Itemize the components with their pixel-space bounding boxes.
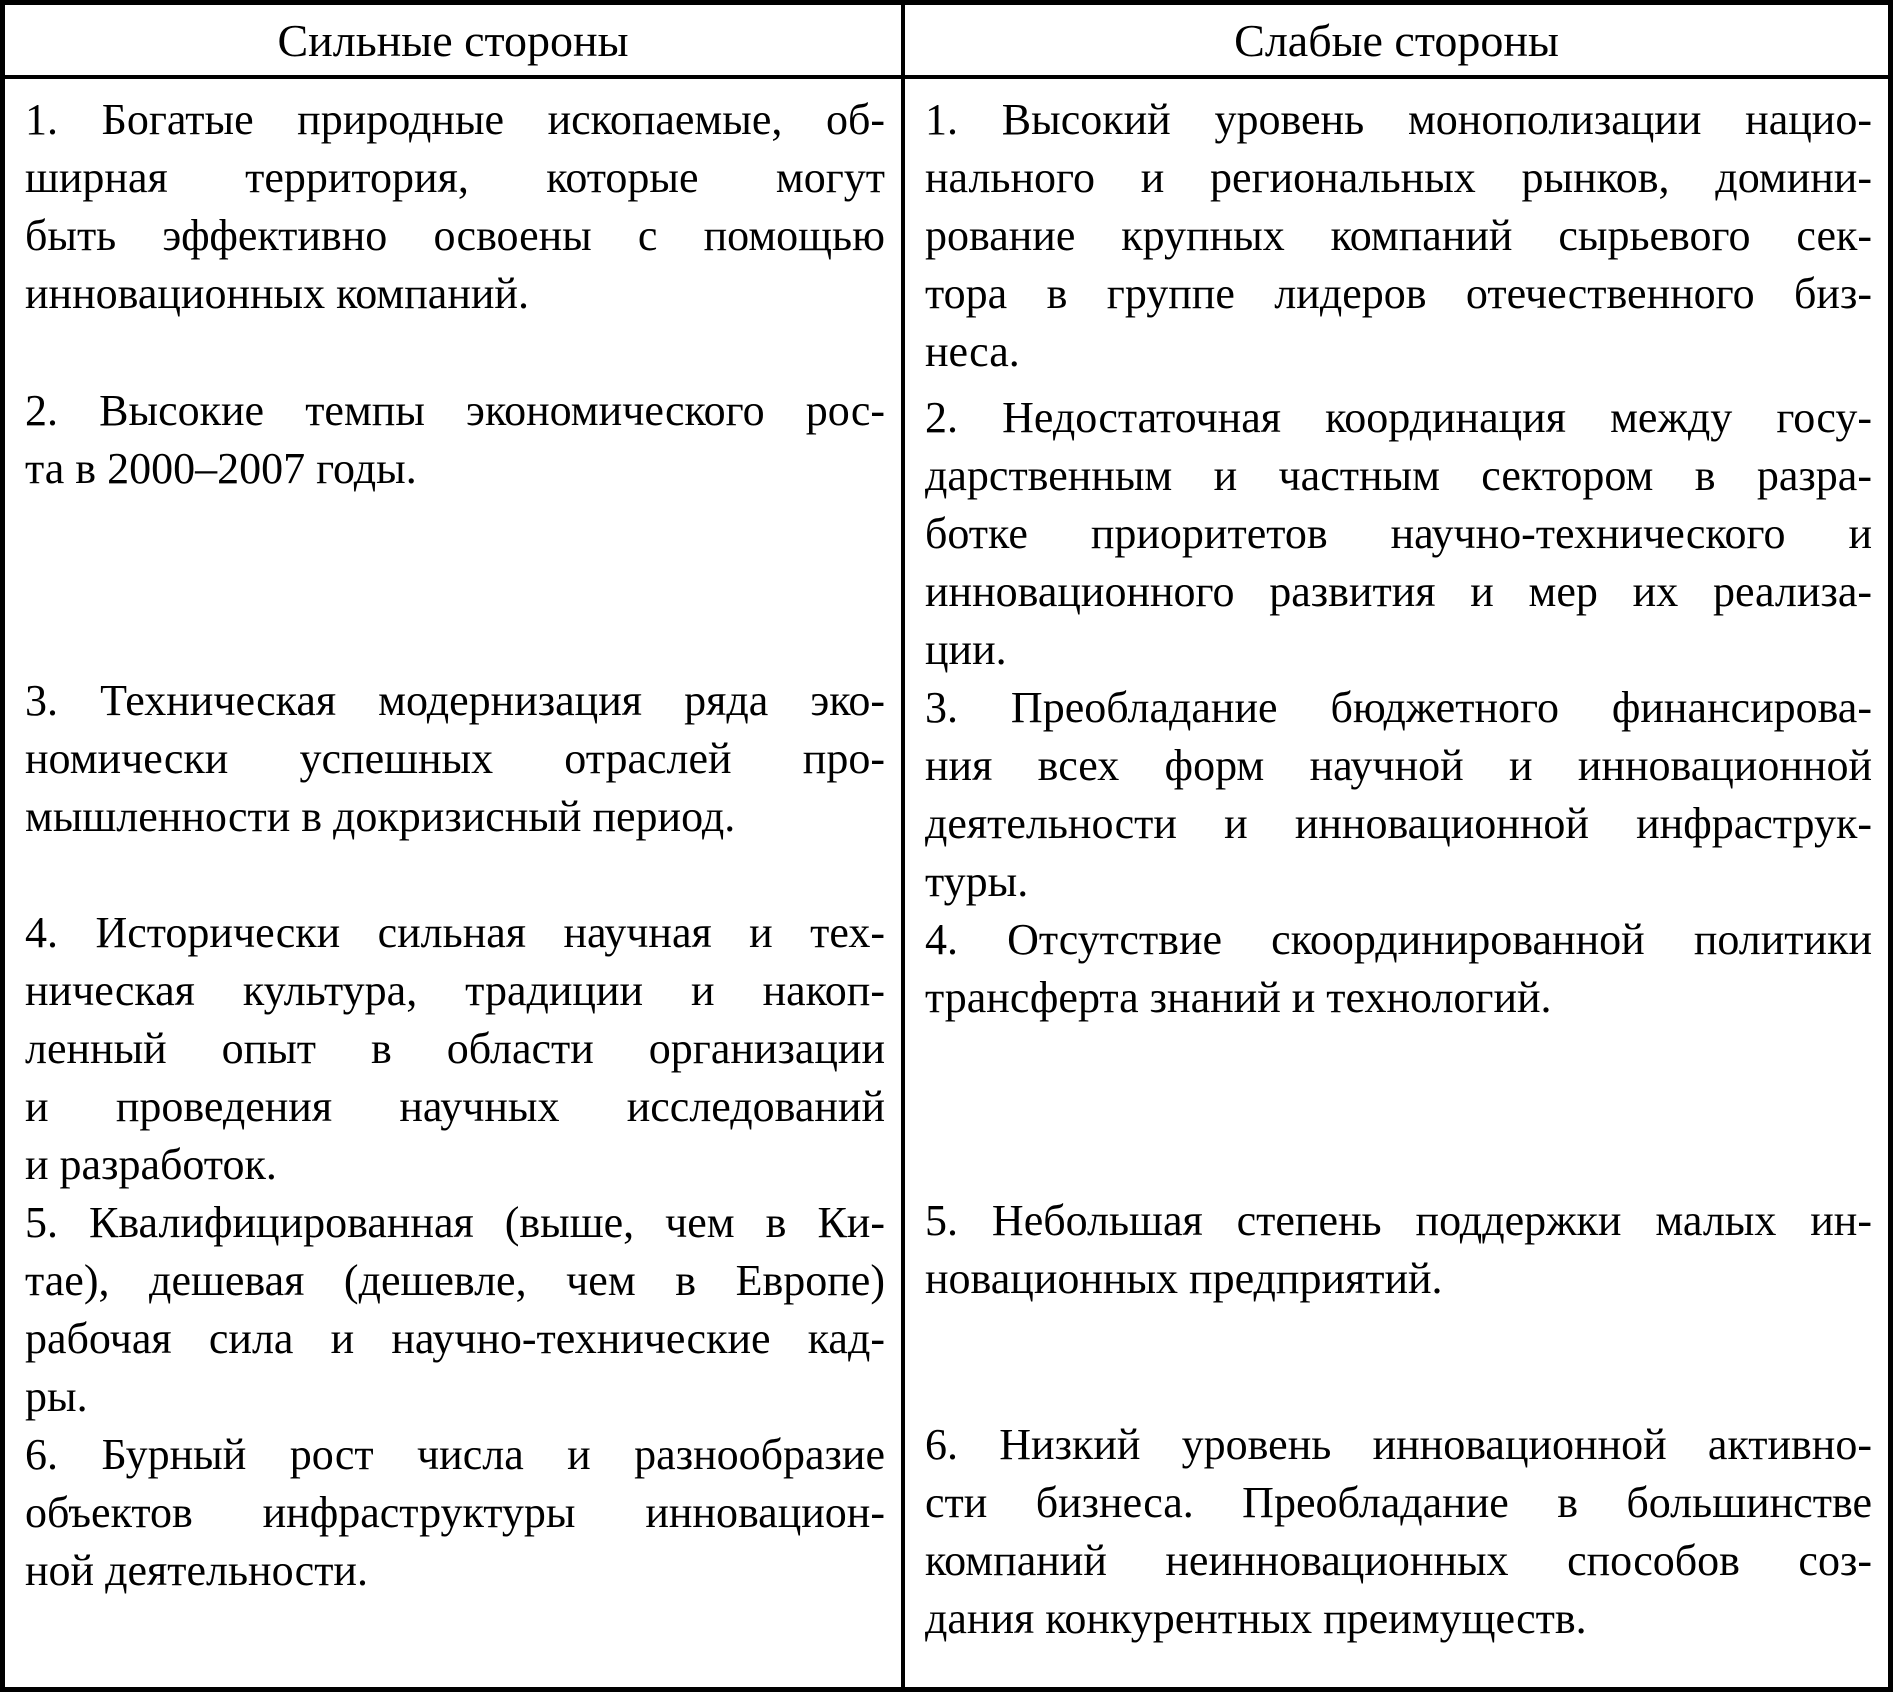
text-line: дарственным и частным сектором в разра- xyxy=(925,451,1872,500)
text-line: компаний неинновационных способов соз- xyxy=(925,1536,1872,1585)
text-line: рабочая сила и научно-технические кад- xyxy=(25,1314,885,1363)
text-line: и разработок. xyxy=(25,1140,277,1189)
strength-item-2 xyxy=(25,382,885,498)
strength-item-4 xyxy=(25,904,885,1194)
strength-item-6 xyxy=(25,1426,885,1600)
text-line: нального и региональных рынков, домини- xyxy=(925,153,1872,202)
strength-item-5 xyxy=(25,1194,885,1426)
table-body-row xyxy=(5,79,1888,1687)
strength-item-3 xyxy=(25,672,885,846)
text-line: рование крупных компаний сырьевого сек- xyxy=(925,211,1872,260)
text-line: ции. xyxy=(925,625,1007,674)
text-line: 4. Отсутствие скоординированной политики xyxy=(925,915,1872,964)
text-line: 5. Квалифицированная (выше, чем в Ки- xyxy=(25,1198,885,1247)
weakness-item-3 xyxy=(925,679,1872,911)
text-line: 6. Бурный рост числа и разнообразие xyxy=(25,1430,885,1479)
text-line: тора в группе лидеров отечественного биз- xyxy=(925,269,1872,318)
text-line: тае), дешевая (дешевле, чем в Европе) xyxy=(25,1256,885,1305)
weakness-item-6 xyxy=(925,1416,1872,1648)
table-header-row xyxy=(5,5,1888,79)
weaknesses-column-header: Слабые стороны xyxy=(901,5,1888,75)
text-line: номически успешных отраслей про- xyxy=(25,734,885,783)
text-line: 2. Высокие темпы экономического рос- xyxy=(25,386,885,435)
text-line: деятельности и инновационной инфраструк- xyxy=(925,799,1872,848)
weaknesses-column-cell xyxy=(901,79,1888,1687)
text-line: ры. xyxy=(25,1372,88,1421)
text-line: 6. Низкий уровень инновационной активно- xyxy=(925,1420,1872,1469)
text-line: 3. Преобладание бюджетного финансирова- xyxy=(925,683,1872,732)
text-line: туры. xyxy=(925,857,1029,906)
text-line: ническая культура, традиции и накоп- xyxy=(25,966,885,1015)
strength-item-1 xyxy=(25,91,885,323)
weakness-item-4 xyxy=(925,911,1872,1027)
text-line: ния всех форм научной и инновационной xyxy=(925,741,1872,790)
text-line: трансферта знаний и технологий. xyxy=(925,973,1552,1022)
text-line: новационных предприятий. xyxy=(925,1254,1443,1303)
strengths-column-header: Сильные стороны xyxy=(277,14,629,66)
text-line: ной деятельности. xyxy=(25,1546,368,1595)
text-line: мышленности в докризисный период. xyxy=(25,792,736,841)
text-line: и проведения научных исследований xyxy=(25,1082,885,1131)
strengths-column-cell xyxy=(5,79,901,1687)
text-line: 1. Богатые природные ископаемые, об- xyxy=(25,95,885,144)
text-line: 5. Небольшая степень поддержки малых ин- xyxy=(925,1196,1872,1245)
text-line: та в 2000–2007 годы. xyxy=(25,444,417,493)
text-line: инновационных компаний. xyxy=(25,269,529,318)
text-line: ширная территория, которые могут xyxy=(25,153,885,202)
weakness-item-2 xyxy=(925,389,1872,679)
text-line: ленный опыт в области организации xyxy=(25,1024,885,1073)
text-line: объектов инфраструктуры инновацион- xyxy=(25,1488,885,1537)
text-line: сти бизнеса. Преобладание в большинстве xyxy=(925,1478,1872,1527)
weakness-item-5 xyxy=(925,1192,1872,1308)
text-line: 1. Высокий уровень монополизации нацио- xyxy=(925,95,1872,144)
text-line: 3. Техническая модернизация ряда эко- xyxy=(25,676,885,725)
weakness-item-1 xyxy=(925,91,1872,381)
text-line: 2. Недостаточная координация между госу- xyxy=(925,393,1872,442)
text-line: дания конкурентных преимуществ. xyxy=(925,1594,1587,1643)
text-line: инновационного развития и мер их реализа- xyxy=(925,567,1872,616)
text-line: быть эффективно освоены с помощью xyxy=(25,211,885,260)
text-line: неса. xyxy=(925,327,1020,376)
text-line: 4. Исторически сильная научная и тех- xyxy=(25,908,885,957)
text-line: ботке приоритетов научно-технического и xyxy=(925,509,1872,558)
